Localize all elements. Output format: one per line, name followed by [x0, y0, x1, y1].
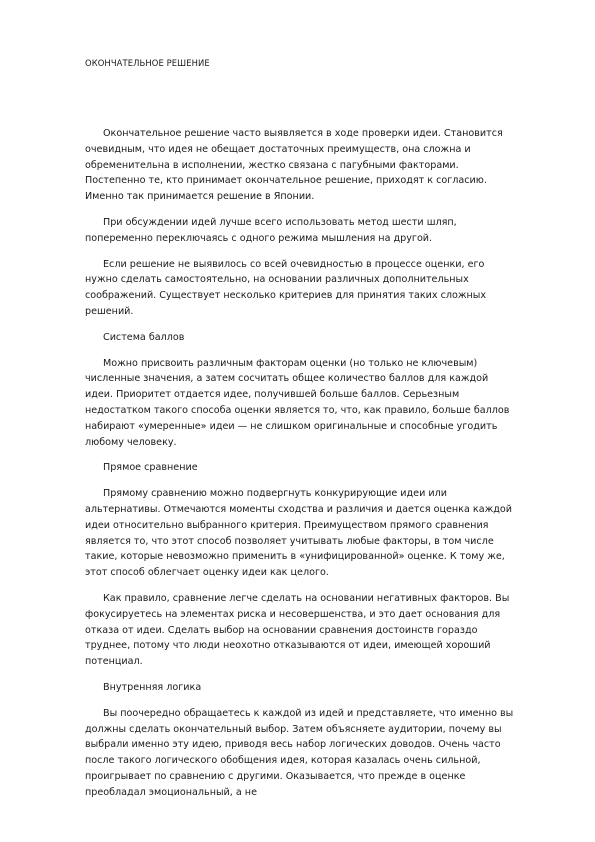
paragraph-inner-logic: Вы поочередно обращаетесь к каждой из идей и представляете, что именно вы должны сделать окончательный выбор. Затем объясняете аудитории, почему вы выбрали именно эту идею, приводя весь набор логических доводов. Очень часто после такого логического обобщения идея, которая казалась очень сильной, проигрывает по сравнению с другими. Оказывается, что прежде в оценке преобладал эмоциональный, а не [85, 707, 514, 798]
section-heading-points: Система баллов [103, 331, 185, 343]
paragraph-negative-factors: Как правило, сравнение легче сделать на основании негативных факторов. Вы фокусируетесь на элементах риска и несовершенства, и это дает основания для отказа от идеи. Сделать выбор на основании сравнения достоинств гораздо труднее, потому что люди неохотно отказываются от идеи, имеющей хороший потенциал. [85, 592, 510, 668]
paragraph-criteria: Если решение не выявилось со всей очевидностью в процессе оценки, его нужно сделать самостоятельно, на основании различных дополнительных соображений. Существует несколько критериев для принятия таких сложных решений. [85, 258, 487, 317]
section-heading-direct-comparison: Прямое сравнение [103, 462, 198, 474]
paragraph-points: Можно присвоить различным факторам оценки (но только не ключевым) численные значения, а затем сосчитать общее количество баллов для каждой идеи. Приоритет отдается идее, получившей больше баллов. Серьезным недостатком такого способа оценки является то, что, как правило, больше баллов набирают «умеренные» идеи — не слишком оригинальные и способные угодить любому человеку. [85, 357, 510, 448]
paragraph-direct-comparison: Прямому сравнению можно подвергнуть конкурирующие идеи или альтернативы. Отмечаются моменты сходства и различия и дается оценка каждой идеи относительно выбранного критерия. Преимуществом прямого сравнения является то, что этот способ позволяет учитывать любые факторы, в том числе такие, которые невозможно применить в «унифицированной» оценке. К тому же, этот способ облегчает оценку идеи как целого. [85, 488, 512, 579]
paragraph-six-hats: При обсуждении идей лучше всего использовать метод шести шляп, попеременно переключаясь с одного режима мышления на другой. [85, 216, 457, 244]
document-body [85, 126, 515, 810]
paragraph-intro: Окончательное решение часто выявляется в ходе проверки идеи. Становится очевидным, что идея не обещает достаточных преимуществ, она сложна и обременительна в исполнении, жестко связана с пагубными факторами. Постепенно те, кто принимает окончательное решение, приходят к согласию. Именно так принимается решение в Японии. [85, 128, 503, 203]
document-title: ОКОНЧАТЕЛЬНОЕ РЕШЕНИЕ [85, 58, 210, 68]
section-heading-inner-logic: Внутренняя логика [103, 681, 202, 693]
